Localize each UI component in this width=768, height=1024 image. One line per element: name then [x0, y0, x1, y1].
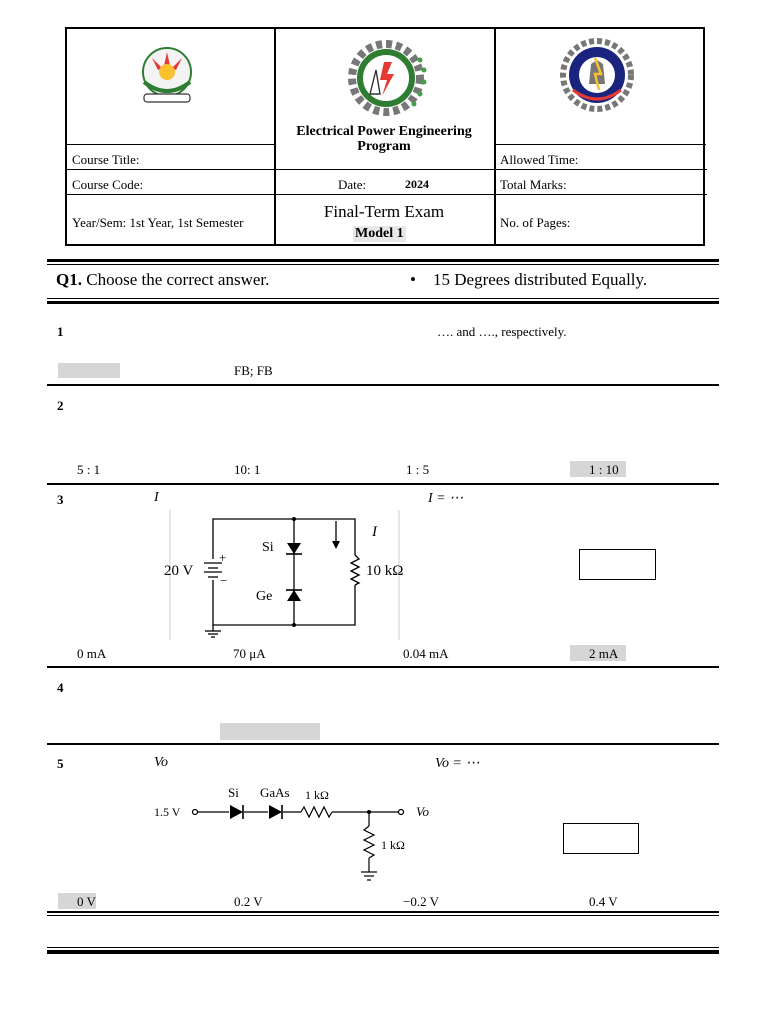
marks-note: 15 Degrees distributed Equally. — [433, 270, 648, 289]
question-divider — [47, 384, 719, 386]
question-divider — [47, 666, 719, 668]
year-semester-label: Year/Sem: 1st Year, 1st Semester — [72, 215, 244, 230]
header-divider — [496, 144, 706, 145]
diode-si-label: Si — [262, 540, 274, 555]
question-2-number: 2 — [57, 398, 64, 413]
section-rule-top — [47, 264, 719, 265]
header-divider — [494, 29, 496, 244]
shunt-resistor-label: 1 kΩ — [381, 838, 405, 852]
option-a[interactable]: 0 V — [77, 894, 96, 909]
program-name-line1: Electrical Power Engineering — [296, 124, 472, 139]
exam-title: Final-Term Exam — [323, 202, 445, 221]
question-4-number: 4 — [57, 680, 64, 695]
option-a[interactable]: 5 : 1 — [77, 462, 101, 477]
answer-box[interactable] — [579, 549, 656, 580]
pages-label: No. of Pages: — [500, 215, 571, 230]
model-label: Model 1 — [355, 226, 404, 241]
answer-highlight — [58, 363, 120, 378]
output-voltage-label: Vo — [416, 804, 429, 819]
resistor-label: 10 kΩ — [366, 563, 404, 579]
option-d[interactable]: 2 mA — [589, 646, 619, 661]
question-divider — [47, 915, 719, 916]
series-resistor-label: 1 kΩ — [305, 788, 329, 802]
option-b[interactable]: 70 μA — [233, 646, 266, 661]
plus-sign: + — [219, 550, 227, 565]
question-3-result: I = ⋯ — [428, 491, 464, 506]
question-1-text: …. and …., respectively. — [437, 324, 567, 339]
question-5-result: Vo = ⋯ — [435, 756, 480, 771]
question-5-number: 5 — [57, 756, 64, 771]
question-divider — [47, 483, 719, 485]
source-voltage-label: 1.5 V — [154, 805, 181, 819]
date-value: 2024 — [405, 177, 429, 191]
program-logo — [340, 40, 432, 120]
faculty-logo — [555, 38, 639, 112]
section-rule-bottom — [47, 301, 719, 304]
option-a[interactable]: 0 mA — [77, 646, 107, 661]
option-d[interactable]: 0.4 V — [589, 894, 618, 909]
minus-sign: − — [220, 573, 228, 588]
footer-rule — [47, 947, 719, 948]
header-divider — [67, 194, 707, 195]
question-3-variable: I — [154, 490, 159, 505]
header-divider — [67, 169, 707, 170]
diode-si-label: Si — [228, 785, 239, 800]
footer-rule — [47, 950, 719, 954]
question-5-variable: Vo — [154, 755, 168, 770]
question-instruction: Choose the correct answer. — [86, 270, 270, 289]
total-marks-label: Total Marks: — [500, 177, 567, 192]
current-label: I — [372, 524, 377, 540]
source-voltage-label: 20 V — [164, 563, 194, 579]
diode-ge-label: Ge — [256, 589, 273, 604]
answer-box[interactable] — [563, 823, 639, 854]
section-rule-top — [47, 259, 719, 262]
question-divider — [47, 911, 719, 913]
option-b[interactable]: 0.2 V — [234, 894, 263, 909]
question-heading — [56, 270, 269, 290]
question-divider — [47, 743, 719, 745]
answer-highlight — [220, 723, 320, 740]
question-number: Q1. — [56, 270, 82, 289]
option-c[interactable]: −0.2 V — [403, 894, 439, 909]
option-d[interactable]: 1 : 10 — [589, 462, 619, 477]
option-b[interactable]: FB; FB — [234, 363, 273, 378]
section-rule-bottom — [47, 298, 719, 299]
header-divider — [67, 144, 274, 145]
date-label: Date: — [338, 177, 367, 192]
course-title-label: Course Title: — [72, 152, 140, 167]
question-3-number: 3 — [57, 492, 64, 507]
option-c[interactable]: 0.04 mA — [403, 646, 449, 661]
course-code-label: Course Code: — [72, 177, 144, 192]
program-name-line2: Program — [357, 139, 411, 154]
allowed-time-label: Allowed Time: — [500, 152, 579, 167]
question-1-number: 1 — [57, 324, 64, 339]
bullet-icon: • — [410, 270, 416, 289]
diode-gaas-label: GaAs — [260, 785, 290, 800]
option-c[interactable]: 1 : 5 — [406, 462, 430, 477]
university-logo — [130, 42, 204, 110]
option-b[interactable]: 10: 1 — [234, 462, 261, 477]
